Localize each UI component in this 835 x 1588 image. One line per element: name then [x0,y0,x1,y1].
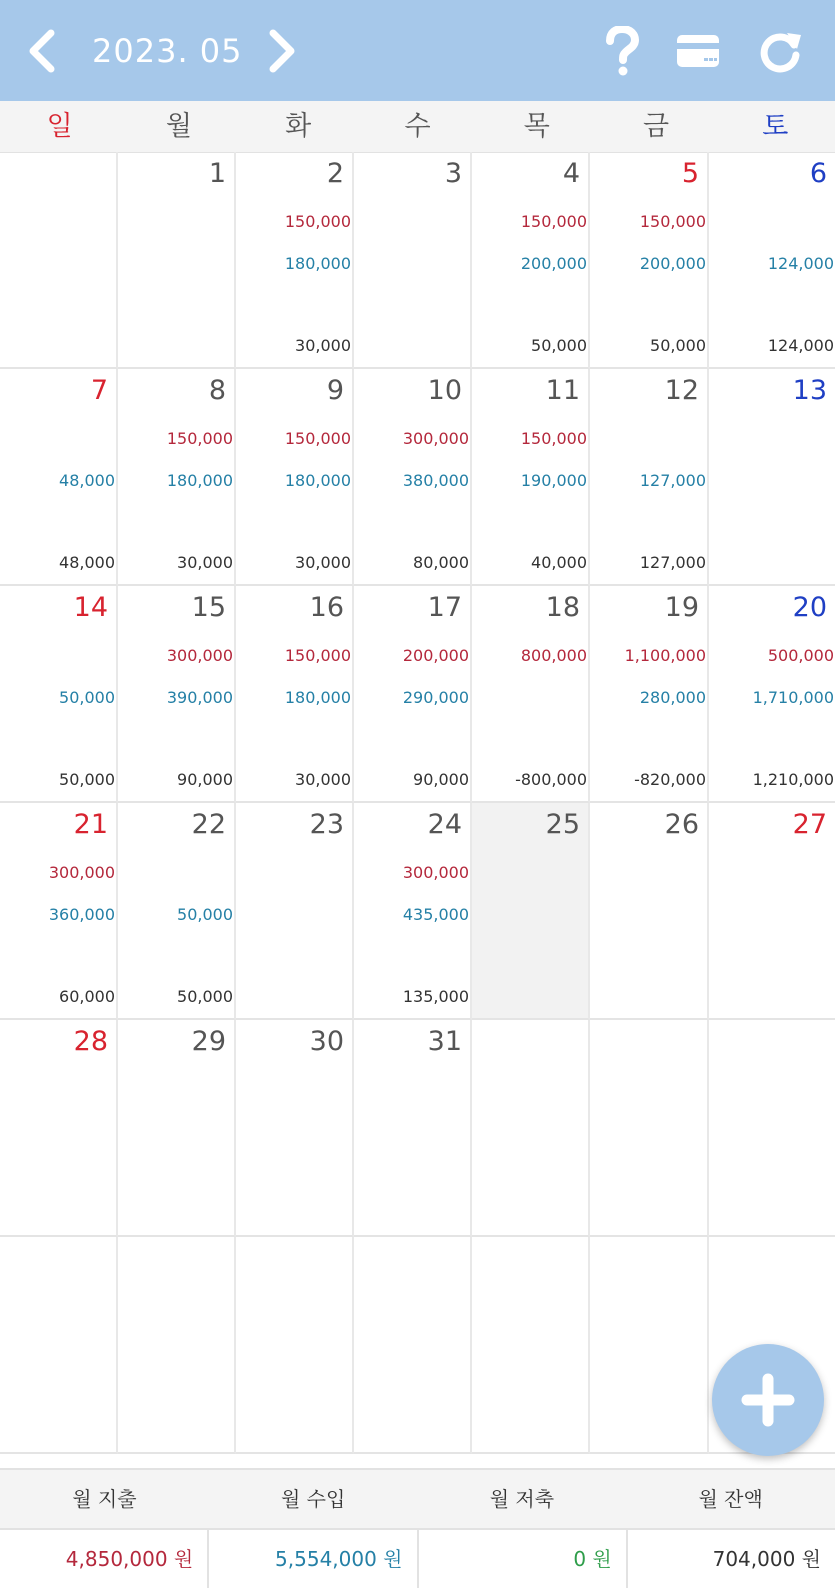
day-number: 28 [73,1026,108,1057]
day-number: 8 [208,375,226,406]
day-number: 24 [427,809,462,840]
day-income: 190,000 [520,471,587,490]
day-number: 23 [309,809,344,840]
calendar-day-24[interactable] [354,803,472,1020]
day-number: 27 [792,809,827,840]
weekday-fri: 금 [643,111,670,142]
chevron-left-icon [25,27,59,75]
day-income: 200,000 [639,254,706,273]
day-number: 26 [664,809,699,840]
calendar-day-14[interactable] [0,586,118,803]
calendar-empty-cell[interactable] [236,1237,354,1454]
day-expense: 150,000 [284,429,351,448]
calendar-day-12[interactable] [590,369,709,586]
day-expense: 150,000 [520,429,587,448]
calendar-day-10[interactable] [354,369,472,586]
day-number: 12 [664,375,699,406]
prev-month-button[interactable] [18,22,66,80]
calendar-grid [0,152,835,1468]
day-income: 180,000 [284,471,351,490]
day-balance: 80,000 [413,553,469,572]
day-balance: 50,000 [59,770,115,789]
day-income: 290,000 [402,688,469,707]
day-expense: 150,000 [284,646,351,665]
calendar-day-30[interactable] [236,1020,354,1237]
summary-label-balance: 월 잔액 [698,1487,763,1511]
day-number: 11 [545,375,580,406]
day-expense: 150,000 [639,212,706,231]
calendar-day-22[interactable] [118,803,236,1020]
calendar-day-23[interactable] [236,803,354,1020]
day-expense: 300,000 [402,429,469,448]
day-expense: 300,000 [48,863,115,882]
calendar-day-11[interactable] [472,369,590,586]
day-balance: 135,000 [402,987,469,1006]
day-number: 18 [545,592,580,623]
calendar-day-8[interactable] [118,369,236,586]
day-income: 380,000 [402,471,469,490]
calendar-empty-cell[interactable] [590,1237,709,1454]
day-number: 22 [191,809,226,840]
day-number: 14 [73,592,108,623]
day-number: 10 [427,375,462,406]
calendar-day-6[interactable] [709,152,835,369]
day-balance: 30,000 [295,336,351,355]
day-number: 21 [73,809,108,840]
calendar-day-26[interactable] [590,803,709,1020]
day-expense: 150,000 [166,429,233,448]
day-income: 124,000 [767,254,834,273]
day-number: 20 [792,592,827,623]
day-income: 1,710,000 [752,688,834,707]
day-number: 7 [90,375,108,406]
summary-label-savings: 월 저축 [489,1487,555,1511]
day-expense: 200,000 [402,646,469,665]
summary-value-savings: 0 원 [419,1530,628,1588]
day-income: 280,000 [639,688,706,707]
day-expense: 150,000 [520,212,587,231]
summary-label-expense: 월 지출 [72,1487,137,1511]
day-number: 4 [562,158,580,189]
day-balance: 1,210,000 [752,770,834,789]
calendar-day-25[interactable] [472,803,590,1020]
day-number: 19 [664,592,699,623]
day-number: 13 [792,375,827,406]
card-button[interactable] [673,30,723,72]
day-balance: -820,000 [634,770,706,789]
day-expense: 800,000 [520,646,587,665]
day-balance: 50,000 [531,336,587,355]
calendar-day-4[interactable] [472,152,590,369]
monthly-summary [0,1468,835,1588]
day-income: 435,000 [402,905,469,924]
summary-values [0,1530,835,1588]
day-balance: 90,000 [413,770,469,789]
day-expense: 300,000 [166,646,233,665]
help-button[interactable] [596,24,648,78]
day-income: 127,000 [639,471,706,490]
chevron-right-icon [265,27,299,75]
calendar-day-31[interactable] [354,1020,472,1237]
day-balance: 50,000 [177,987,233,1006]
summary-value-expense: 4,850,000 원 [0,1530,209,1588]
weekday-wed: 수 [404,111,431,142]
calendar-day-3[interactable] [354,152,472,369]
day-number: 25 [545,809,580,840]
calendar-day-13[interactable] [709,369,835,586]
day-income: 360,000 [48,905,115,924]
day-expense: 500,000 [767,646,834,665]
day-number: 17 [427,592,462,623]
calendar-day-18[interactable] [472,586,590,803]
day-income: 180,000 [166,471,233,490]
day-number: 2 [326,158,344,189]
calendar-day-9[interactable] [236,369,354,586]
credit-card-icon [676,34,720,68]
day-income: 50,000 [177,905,233,924]
day-balance: 48,000 [59,553,115,572]
day-balance: -800,000 [515,770,587,789]
calendar-day-19[interactable] [590,586,709,803]
calendar-empty-cell[interactable] [0,1237,118,1454]
next-month-button[interactable] [258,22,306,80]
day-income: 50,000 [59,688,115,707]
calendar-day-20[interactable] [709,586,835,803]
day-income: 200,000 [520,254,587,273]
calendar-day-28[interactable] [0,1020,118,1237]
day-expense: 300,000 [402,863,469,882]
day-balance: 30,000 [177,553,233,572]
weekday-header [0,101,835,153]
plus-icon [741,1373,795,1427]
day-number: 3 [444,158,462,189]
day-income: 48,000 [59,471,115,490]
top-app-bar [0,0,835,101]
summary-label-income: 월 수입 [280,1487,346,1511]
day-number: 15 [191,592,226,623]
calendar-day-29[interactable] [118,1020,236,1237]
day-number: 16 [309,592,344,623]
calendar-day-27[interactable] [709,803,835,1020]
weekday-sun: 일 [46,111,73,142]
weekday-mon: 월 [165,111,192,142]
calendar-day-1[interactable] [118,152,236,369]
day-balance: 127,000 [639,553,706,572]
calendar-empty-cell[interactable] [354,1237,472,1454]
calendar-day-15[interactable] [118,586,236,803]
day-number: 29 [191,1026,226,1057]
summary-labels [0,1470,835,1530]
day-number: 6 [809,158,827,189]
day-expense: 150,000 [284,212,351,231]
question-mark-icon [602,26,642,76]
day-balance: 30,000 [295,553,351,572]
weekday-sat: 토 [762,111,789,142]
day-number: 9 [326,375,344,406]
day-number: 31 [427,1026,462,1057]
calendar-day-5[interactable] [590,152,709,369]
day-number: 30 [309,1026,344,1057]
day-balance: 30,000 [295,770,351,789]
day-balance: 40,000 [531,553,587,572]
weekday-tue: 화 [285,111,312,142]
day-balance: 124,000 [767,336,834,355]
calendar-day-17[interactable] [354,586,472,803]
calendar-empty-cell[interactable] [709,1020,835,1237]
day-balance: 90,000 [177,770,233,789]
calendar-empty-cell[interactable] [590,1020,709,1237]
day-balance: 50,000 [650,336,706,355]
day-expense: 1,100,000 [624,646,706,665]
summary-value-balance: 704,000 원 [712,1547,821,1571]
calendar-empty-cell[interactable] [472,1237,590,1454]
day-number: 1 [208,158,226,189]
add-entry-button[interactable] [712,1344,824,1456]
calendar-empty-cell[interactable] [0,152,118,369]
refresh-button[interactable] [756,26,806,76]
day-income: 390,000 [166,688,233,707]
summary-value-income: 5,554,000 원 [209,1530,418,1588]
weekday-thu: 목 [523,111,550,142]
day-income: 180,000 [284,254,351,273]
calendar-day-21[interactable] [0,803,118,1020]
month-title[interactable]: 2023. 05 [92,32,243,70]
refresh-icon [759,29,803,73]
calendar-day-7[interactable] [0,369,118,586]
calendar-day-2[interactable] [236,152,354,369]
calendar-empty-cell[interactable] [472,1020,590,1237]
calendar-day-16[interactable] [236,586,354,803]
calendar-empty-cell[interactable] [118,1237,236,1454]
day-income: 180,000 [284,688,351,707]
day-number: 5 [681,158,699,189]
day-balance: 60,000 [59,987,115,1006]
